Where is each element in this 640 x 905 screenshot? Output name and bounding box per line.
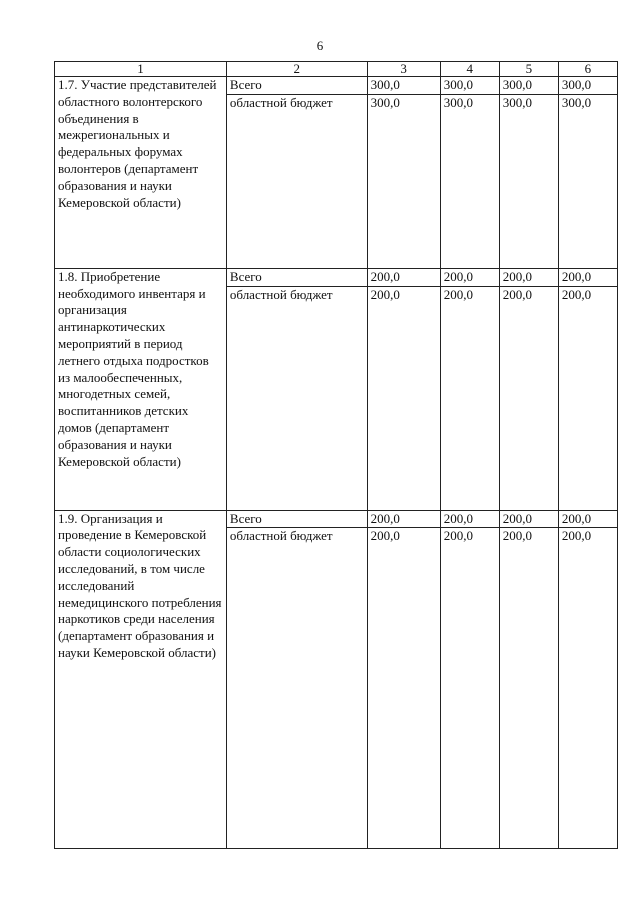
funding-source-regional: областной бюджет [226,528,367,849]
table-row [55,268,618,286]
value-cell: 200,0 [367,268,440,286]
column-header-5: 5 [499,62,558,77]
column-header-6: 6 [558,62,617,77]
value-cell: 200,0 [367,286,440,510]
value-cell: 300,0 [499,94,558,268]
value-cell: 200,0 [558,528,617,849]
value-cell: 200,0 [558,510,617,528]
value-cell: 200,0 [499,510,558,528]
column-header-4: 4 [440,62,499,77]
value-cell: 200,0 [499,268,558,286]
value-cell: 300,0 [440,77,499,95]
value-cell: 300,0 [499,77,558,95]
funding-source-total: Всего [226,510,367,528]
funding-source-regional: областной бюджет [226,94,367,268]
value-cell: 200,0 [440,528,499,849]
value-cell: 200,0 [367,510,440,528]
table-row [55,510,618,528]
value-cell: 300,0 [558,77,617,95]
value-cell: 200,0 [558,268,617,286]
column-header-2: 2 [226,62,367,77]
activity-title: 1.7. Участие представителей областного волонтерского объединения в межрегиональных и федеральных форумах волонтеров (департамент образования и науки Кемеровской области) [55,77,227,269]
value-cell: 200,0 [440,268,499,286]
value-cell: 300,0 [367,94,440,268]
column-header-3: 3 [367,62,440,77]
page-number: 6 [316,38,324,53]
value-cell: 300,0 [367,77,440,95]
funding-source-regional: областной бюджет [226,286,367,510]
value-cell: 200,0 [440,510,499,528]
budget-table [54,61,618,849]
value-cell: 200,0 [440,286,499,510]
value-cell: 200,0 [558,286,617,510]
table-row [55,77,618,95]
value-cell: 200,0 [367,528,440,849]
funding-source-total: Всего [226,268,367,286]
activity-title: 1.9. Организация и проведение в Кемеровской области социологических исследований, в том числе исследований немедицинского потребления наркотиков среди населения (департамент образования и науки Кемеровской области) [55,510,227,849]
column-header-1: 1 [55,62,227,77]
funding-source-total: Всего [226,77,367,95]
value-cell: 200,0 [499,286,558,510]
value-cell: 300,0 [558,94,617,268]
value-cell: 300,0 [440,94,499,268]
value-cell: 200,0 [499,528,558,849]
activity-title: 1.8. Приобретение необходимого инвентаря и организация антинаркотических мероприятий в период летнего отдыха подростков из малообеспеченных, многодетных семей, воспитанников детских домов (департамент образования и науки Кемеровской области) [55,268,227,510]
table-header-row [55,62,618,77]
